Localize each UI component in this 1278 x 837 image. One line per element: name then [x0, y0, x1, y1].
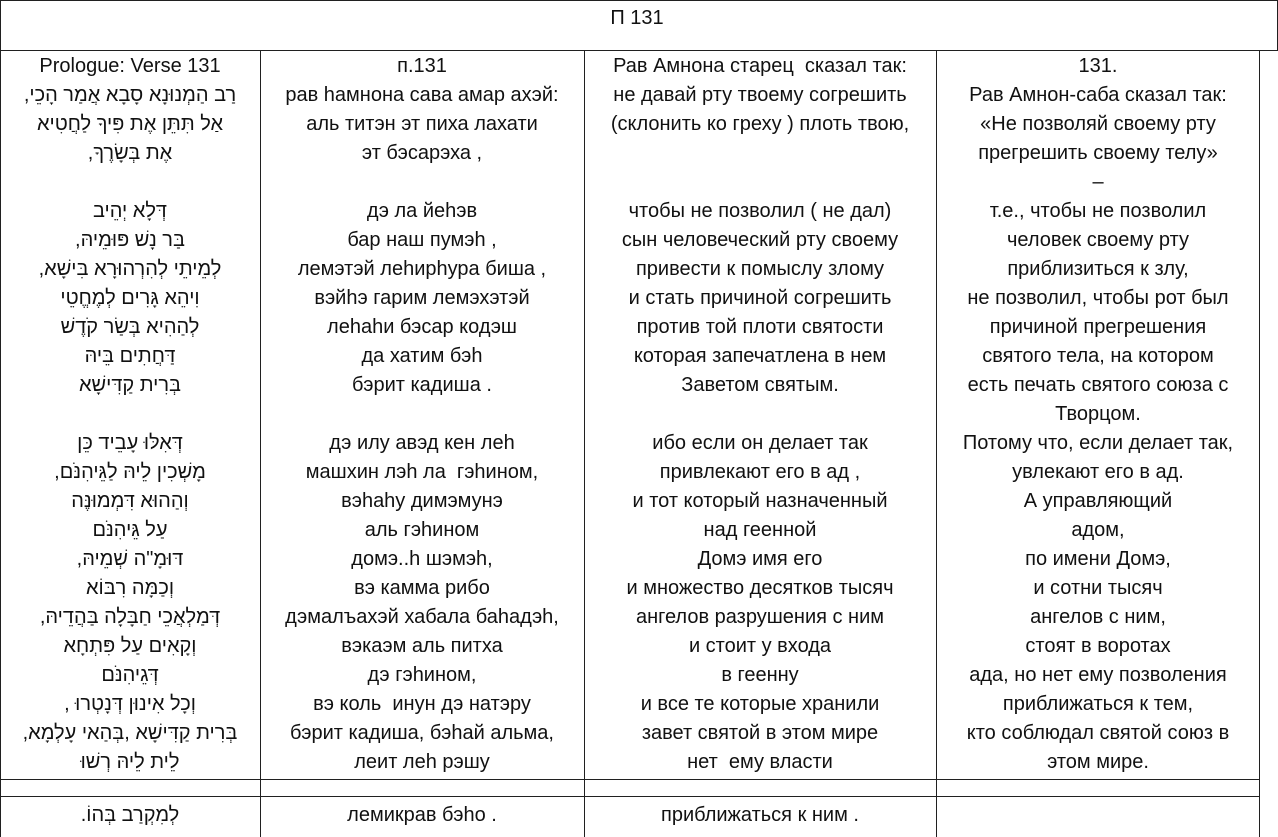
hebrew-line: וְהַהוּא דִּמְמוּנֶּה [71, 490, 189, 512]
translation-line: Рав Амнон-саба сказал так: [969, 84, 1227, 106]
column-transliteration [262, 52, 582, 779]
translation-line [586, 139, 934, 168]
hebrew-line: בְּרִית קַדִּישָׁא [78, 374, 182, 396]
transliteration-line: машхин лэh ла гэhином, [305, 461, 539, 483]
translation-line: и стоит у входа [688, 635, 832, 657]
hebrew-line: וִיהֵא גָּרִים לְמֶחֱטֵי [60, 287, 200, 309]
translation-line: и множество десятков тысяч [626, 577, 894, 599]
translation-line: этом мире. [1047, 751, 1149, 773]
transliteration-line: леит леh рэшу [354, 751, 490, 773]
translation-line: – [1092, 171, 1104, 193]
transliteration-line: вэйhэ гарим лемэхэтэй [314, 287, 530, 309]
hebrew-line: בְּרִית קַדִּישָׁא ,בְּהַאי עָלְמָא, [22, 722, 238, 744]
transliteration-line [262, 168, 582, 197]
translation-line: святого тела, на котором [982, 345, 1214, 367]
translation-line: приближаться к тем, [1002, 693, 1194, 715]
transliteration-line: вэкаэм аль питха [341, 635, 503, 657]
translation-line: «Не позволяй своему рту [980, 113, 1216, 135]
translation-line: завет святой в этом мире [641, 722, 879, 744]
transliteration-line: бар наш пумэh , [347, 229, 497, 251]
translation-line: сын человеческий рту своему [621, 229, 899, 251]
transliteration-line: аль гэhином [364, 519, 480, 541]
col-divider-1 [260, 50, 261, 837]
translation-line: Домэ имя его [697, 548, 823, 570]
hebrew-line: דְּלָא יְהֵיב [92, 200, 168, 222]
translation-line: адом, [1071, 519, 1125, 541]
transliteration-line: леhаhи бэсар кодэш [327, 316, 517, 338]
continuation-translation-1: приближаться к ним . [661, 804, 859, 826]
hebrew-line [2, 400, 258, 429]
translation-line: Рав Амнона старец сказал так: [613, 55, 907, 77]
translation-line: не давай рту твоему согрешить [613, 84, 907, 106]
transliteration-line: дэ илу авэд кен леh [329, 432, 515, 454]
translation-line: приблизиться к злу, [1007, 258, 1189, 280]
continuation-transliteration: лемикрав бэhо . [347, 804, 497, 826]
translation-line: есть печать святого союза с [967, 374, 1229, 396]
transliteration-line: бэрит кадиша, бэhай альма, [290, 722, 554, 744]
transliteration-line: рав hамнона сава амар ахэй: [285, 84, 559, 106]
hebrew-line: וְכָל אִינוּן דְּנָטְרוּ , [64, 693, 196, 715]
transliteration-line: вэhаhу димэмунэ [341, 490, 503, 512]
continuation-translation-2 [938, 798, 1258, 834]
transliteration-line [262, 400, 582, 429]
translation-line: которая запечатлена в нем [633, 345, 887, 367]
hebrew-line: אֶת בְּשָׂרֶךָ, [87, 142, 173, 164]
translation-line: ада, но нет ему позволения [969, 664, 1227, 686]
hebrew-line: וְקָאִים עַל פִּתְחָא [63, 635, 197, 657]
translation-line: человек своему рту [1007, 229, 1189, 251]
translation-line [586, 400, 934, 429]
col-divider-2 [584, 50, 585, 837]
translation-line: (склонить ко греху ) плоть твою, [610, 113, 910, 135]
hebrew-line: לְמֵיתֵי לְהִרְהוּרָא בִּישָׁא, [38, 258, 222, 280]
transliteration-line: дэ ла йеhэв [366, 200, 478, 222]
hebrew-line: דְּאִלּוּ עָבֵיד כֵּן [77, 432, 183, 454]
translation-line: А управляющий [1023, 490, 1173, 512]
translation-line: и сотни тысяч [1033, 577, 1163, 599]
hebrew-line: דְּגֵיהִנֹּם [101, 664, 159, 686]
hebrew-line: אַל תִּתֵּן אֶת פִּיךָ לַחֲטִיא [36, 113, 224, 135]
translation-line: в геенну [721, 664, 799, 686]
translation-line: прегрешить своему телу» [978, 142, 1218, 164]
translation-line: привести к помыслу злому [635, 258, 885, 280]
transliteration-line: дэмалъахэй хабала баhадэh, [285, 606, 559, 628]
transliteration-line: п.131 [397, 55, 447, 77]
translation-line: над геенной [703, 519, 817, 541]
hebrew-line: Prologue: Verse 131 [39, 55, 221, 77]
translation-line: кто соблюдал святой союз в [966, 722, 1230, 744]
hebrew-line: לְהַהִיא בְּשַׂר קֹדֶשׁ [60, 316, 200, 338]
translation-line: против той плоти святости [636, 316, 884, 338]
hebrew-line: מָשְׁכִין לֵיהּ לַגֵּיהִנֹּם, [54, 461, 206, 483]
translation-line: привлекают его в ад , [659, 461, 861, 483]
transliteration-line: лемэтэй леhирhура биша , [297, 258, 547, 280]
hebrew-line: וְכַמָּה רִבּוֹא [85, 577, 175, 599]
translation-line: ангелов с ним, [1030, 606, 1166, 628]
hebrew-line: דַּחֲתִים בֵּיהּ [84, 345, 176, 367]
translation-line: по имени Домэ, [1025, 548, 1171, 570]
transliteration-line: дэ гэhином, [367, 664, 477, 686]
hebrew-line [2, 168, 258, 197]
hebrew-line: בַּר נָשׁ פּוּמֵיהּ, [75, 229, 185, 251]
transliteration-line: вэ камма рибо [354, 577, 490, 599]
translation-line: Потому что, если делает так, [962, 432, 1234, 454]
translation-line: причиной прегрешения [989, 316, 1207, 338]
hebrew-line: רַב הַמְנוּנָא סָבָא אֲמַר הָכֵי, [23, 84, 237, 106]
transliteration-line: домэ..h шэмэh, [351, 548, 493, 570]
continuation-hebrew: לְמִקְרַב בְּהוֹ. [80, 804, 180, 826]
translation-line: и тот который назначенный [632, 490, 888, 512]
translation-line: Творцом. [1055, 403, 1141, 425]
transliteration-line: вэ коль инун дэ натэру [313, 693, 531, 715]
translation-line: 131. [1078, 55, 1118, 77]
col-divider-3 [936, 50, 937, 837]
transliteration-line: бэрит кадиша . [352, 374, 492, 396]
translation-line: и стать причиной согрешить [628, 287, 892, 309]
row2-top-rule [0, 796, 1260, 797]
left-border [0, 0, 1, 837]
translation-line: увлекают его в ад. [1012, 461, 1184, 483]
row-bottom-rule [0, 779, 1260, 780]
translation-line: ибо если он делает так [652, 432, 868, 454]
page-title: П 131 [610, 7, 664, 29]
transliteration-line: да хатим бэh [361, 345, 483, 367]
translation-line: ангелов разрушения с ним [635, 606, 885, 628]
translation-line [586, 168, 934, 197]
header-rule [0, 50, 1278, 51]
translation-line: нет ему власти [687, 751, 833, 773]
right-border [1259, 50, 1260, 837]
translation-line: и все те которые хранили [640, 693, 880, 715]
hebrew-line: לֵית לֵיהּ רְשׁוּ [80, 751, 180, 773]
column-translation-2 [938, 52, 1258, 779]
hebrew-line: עַל גֵּיהִנֹּם [92, 519, 168, 541]
hebrew-line: דְּמַלְאֲכֵי חַבָּלָה בַּהֲדֵיהּ, [39, 606, 221, 628]
column-hebrew [2, 52, 258, 779]
translation-line: т.е., чтобы не позволил [989, 200, 1207, 222]
translation-line: чтобы не позволил ( не дал) [628, 200, 892, 222]
transliteration-line: аль титэн эт пиха лахати [306, 113, 538, 135]
translation-line: стоят в воротах [1025, 635, 1171, 657]
translation-line: не позволил, чтобы рот был [967, 287, 1229, 309]
transliteration-line: эт бэсарэха , [361, 142, 483, 164]
column-translation-1 [586, 52, 934, 779]
top-rule [0, 0, 1278, 1]
translation-line: Заветом святым. [681, 374, 839, 396]
hebrew-line: דּוּמָ"ה שְׁמֵיהּ, [76, 548, 184, 570]
